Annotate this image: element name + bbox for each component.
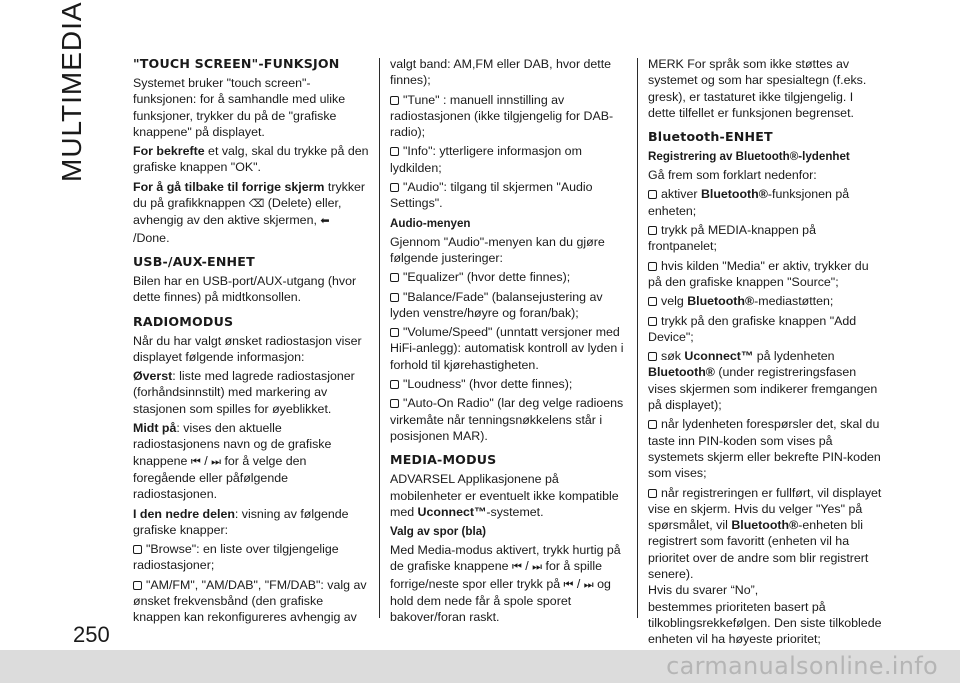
text-span: (Delete) eller, avhengig av den aktive skjermen, (133, 196, 342, 228)
text-span: bestemmes prioriteten basert på tilkoblingsrekkefølgen. Den siste tilkoblede enheten vil ha høyeste prioritet; (648, 599, 882, 647)
list-item (133, 541, 369, 574)
next-icon: ⏭ (583, 578, 594, 591)
list-item (390, 269, 626, 285)
bullet-square-icon (648, 489, 657, 498)
list-item (390, 179, 626, 212)
text-span: -mediastøtten; (754, 294, 834, 309)
text-span: "Audio": tilgang til skjermen "Audio Settings". (390, 180, 593, 211)
text-span: Med Media-modus aktivert, trykk hurtig på de grafiske knappene (390, 543, 621, 574)
bold-term: Øverst (133, 369, 173, 384)
bullet-square-icon (390, 399, 399, 408)
touch-confirm-paragraph (133, 143, 369, 176)
text-span: : vises den aktuelle radiostasjonens navn og de grafiske knappene (133, 421, 332, 468)
side-section-title: MULTIMEDIA (56, 1, 87, 182)
bullet-square-icon (390, 273, 399, 282)
list-item (390, 324, 626, 373)
bullet-square-icon (390, 147, 399, 156)
bold-term: I den nedre delen (133, 506, 235, 521)
text-span: "Tune" : manuell innstilling av radiostasjonen (ikke tilgjengelig for DAB-radio); (390, 92, 614, 140)
list-item (390, 143, 626, 176)
bluetooth-registration-heading: Registrering av Bluetooth®-lydenhet (648, 150, 850, 164)
list-item (648, 222, 884, 255)
text-span: "Loudness" (hvor dette finnes); (403, 377, 573, 392)
next-icon: ⏭ (532, 561, 543, 574)
text-span: Hvis du svarer “No”, (648, 583, 759, 598)
bold-term: For bekrefte (133, 144, 205, 159)
bold-term: Bluetooth® (700, 187, 768, 202)
previous-icon: ⏮ (563, 578, 574, 591)
text-span: et valg, skal du trykke på den grafiske knappen "OK". (133, 144, 369, 175)
bullet-square-icon (648, 317, 657, 326)
radio-top-paragraph (133, 368, 369, 417)
previous-icon: ⏮ (190, 455, 201, 468)
list-item (648, 258, 884, 291)
column-divider (637, 58, 638, 618)
column-3 (648, 56, 884, 651)
bold-term: Uconnect™ (417, 504, 487, 519)
touch-back-paragraph (133, 179, 369, 246)
radio-heading: RADIOMODUS (133, 313, 234, 329)
text-span: -systemet. (486, 504, 544, 519)
text-span: for å velge den foregående eller påfølgende radiostasjonen. (133, 453, 307, 502)
slash: / (573, 576, 584, 591)
back-arrow-icon: ⬅ (320, 215, 330, 228)
text-span: søk (661, 349, 685, 364)
text-span: "AM/FM", "AM/DAB", "FM/DAB": valg av ønsket frekvensbånd (den grafiske knappen kan rekonfigureres avhengig av (133, 577, 367, 625)
list-item (390, 395, 626, 444)
track-select-paragraph (390, 542, 626, 625)
list-item (390, 376, 626, 392)
bullet-square-icon (133, 545, 142, 554)
text-span: /Done. (133, 230, 170, 245)
text-span: -funksjonen på enheten; (648, 187, 850, 218)
bullet-square-icon (648, 190, 657, 199)
text-span: : visning av følgende grafiske knapper: (133, 506, 349, 537)
media-warning (390, 471, 626, 520)
usb-heading: USB-/AUX-ENHET (133, 253, 255, 269)
bullet-square-icon (648, 226, 657, 235)
bold-term: Bluetooth® (648, 365, 715, 380)
registration-intro: Gå frem som forklart nedenfor: (648, 168, 817, 183)
text-span: "Auto-On Radio" (lar deg velge radioens virkemåte når tenningsnøkkelens står i posisjonen MAR). (390, 396, 624, 443)
column-2 (390, 56, 626, 629)
audio-menu-heading: Audio-menyen (390, 216, 471, 230)
text-span: trykk på den grafiske knappen "Add Device"; (648, 313, 857, 344)
bullet-square-icon (133, 581, 142, 590)
list-item (648, 313, 884, 346)
radio-bottom-paragraph (133, 506, 369, 539)
touch-screen-intro: Systemet bruker "touch screen"-funksjonen: for å samhandle med ulike funksjoner, trykker du på de "grafiske knappene" på displayet. (133, 76, 346, 139)
bullet-square-icon (648, 297, 657, 306)
usb-paragraph: Bilen har en USB-port/AUX-utgang (hvor dette finnes) på midtkonsollen. (133, 273, 357, 305)
list-item (648, 348, 884, 413)
footer-watermark-bar (0, 650, 960, 683)
text-span: trykk på MEDIA-knappen på frontpanelet; (648, 223, 816, 254)
text-span: "Browse": en liste over tilgjengelige radiostasjoner; (133, 542, 339, 573)
bold-term: Bluetooth® (687, 294, 755, 309)
continued-text: valgt band: AM,FM eller DAB, hvor dette finnes); (390, 57, 612, 88)
footer-watermark: carmanualsonline.info (666, 652, 938, 680)
text-span: aktiver (661, 187, 701, 202)
bold-term: Uconnect™ (684, 349, 754, 364)
column-1 (133, 56, 369, 629)
bullet-square-icon (648, 420, 657, 429)
previous-icon: ⏮ (511, 561, 522, 574)
text-span: "Volume/Speed" (unntatt versjoner med HiFi-anlegg): automatisk kontroll av lyden i forhold til kjørehastigheten. (390, 325, 624, 372)
bold-term: For å gå tilbake til forrige skjerm (133, 179, 325, 194)
language-note: MERK For språk som ikke støttes av systemet og som har spesialtegn (f.eks. gresk), er tastaturet ikke tilgjengelig. I dette tilfellet er funksjonen begrenset. (648, 57, 867, 120)
media-mode-heading: MEDIA-MODUS (390, 452, 497, 468)
radio-intro: Når du har valgt ønsket radiostasjon viser displayet følgende informasjon: (133, 333, 362, 364)
text-span: og hold dem nede får å spole sporet bakover/foran raskt. (390, 576, 611, 625)
list-item (133, 577, 369, 626)
bullet-square-icon (390, 183, 399, 192)
next-icon: ⏭ (211, 455, 222, 468)
bullet-square-icon (390, 96, 399, 105)
text-span: -enheten bli registrert som favoritt (enheten vil ha prioritet over de andre som blir registrert senere). (648, 518, 869, 582)
text-span: velg (661, 294, 688, 309)
text-span: hvis kilden "Media" er aktiv, trykker du på den grafiske knappen "Source"; (648, 258, 869, 289)
list-item (648, 186, 884, 219)
text-span: på lydenheten (753, 349, 835, 364)
text-span: når lydenheten forespørsler det, skal du taste inn PIN-koden som vises på systemets skjerm eller bekrefte PIN-koden som vises; (648, 417, 881, 481)
text-span: "Equalizer" (hvor dette finnes); (403, 270, 571, 285)
bullet-square-icon (390, 293, 399, 302)
radio-middle-paragraph (133, 420, 369, 502)
bullet-square-icon (648, 352, 657, 361)
list-item (648, 416, 884, 481)
text-span: trykker du på grafikknappen (133, 179, 366, 211)
delete-icon: ⌫ (248, 198, 265, 211)
column-divider (379, 58, 380, 618)
text-span: når registreringen er fullført, vil displayet vise en skjerm. Hvis du velger "Yes" på spørsmålet, vil (648, 485, 882, 533)
audio-intro: Gjennom "Audio"-menyen kan du gjøre følgende justeringer: (390, 234, 605, 265)
text-span: "Balance/Fade" (balansejustering av lyden venstre/høyre og foran/bak); (390, 289, 603, 320)
list-item (390, 289, 626, 322)
bluetooth-heading: Bluetooth-ENHET (648, 129, 773, 145)
bullet-square-icon (390, 328, 399, 337)
list-item (390, 92, 626, 141)
text-span: for å spille forrige/neste spor eller trykk på (390, 559, 602, 591)
bold-term: Bluetooth® (731, 518, 799, 533)
slash: / (521, 559, 533, 574)
bullet-square-icon (390, 380, 399, 389)
list-item (648, 485, 884, 648)
text-span: "Info": ytterligere informasjon om lydkilden; (390, 144, 582, 175)
list-item (648, 293, 884, 309)
slash: / (200, 453, 212, 468)
track-select-heading: Valg av spor (bla) (390, 525, 486, 539)
text-span: ADVARSEL Applikasjonene på mobilenheter er eventuelt ikke kompatible med (390, 472, 619, 519)
page-number: 250 (73, 622, 110, 647)
text-span: (under registreringsfasen vises skjermen som indikerer fremgangen på displayet); (648, 365, 878, 413)
bold-term: Midt på (133, 421, 177, 436)
touch-screen-heading: "TOUCH SCREEN"-FUNKSJON (133, 56, 340, 71)
bullet-square-icon (648, 262, 657, 271)
text-span: : liste med lagrede radiostasjoner (forhåndsinnstilt) med markering av stasjonen som spilles for øyeblikket. (133, 369, 355, 416)
